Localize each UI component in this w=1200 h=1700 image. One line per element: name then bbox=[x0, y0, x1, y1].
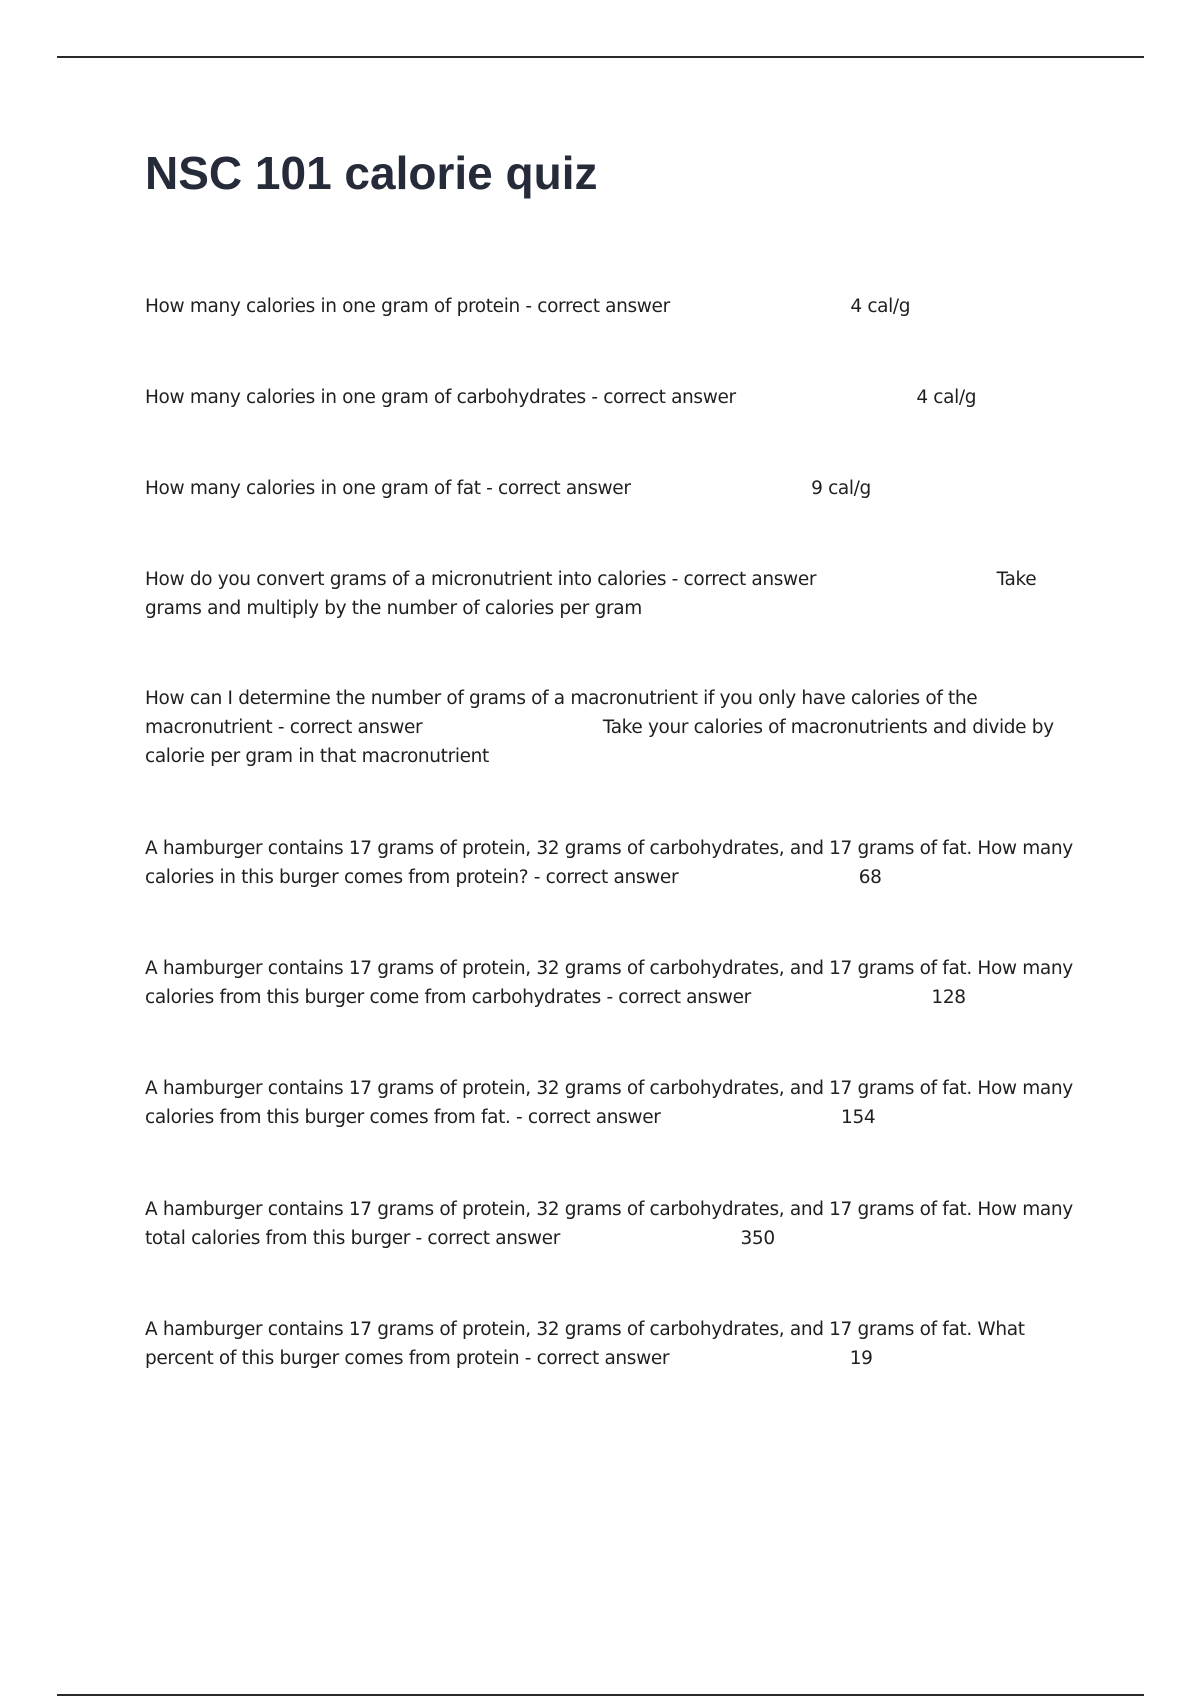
question-text: How many calories in one gram of carbohydrates - correct answer bbox=[145, 387, 736, 408]
question-text: A hamburger contains 17 grams of protein, 32 grams of carbohydrates, and 17 grams of fat. How many calories from this burger come from carbohydrates - correct answer bbox=[145, 958, 1073, 1008]
question-text: How can I determine the number of grams of a macronutrient if you only have calories of the macronutrient - correct answer bbox=[145, 688, 978, 738]
qa-item bbox=[145, 474, 1075, 503]
answer-text: 4 cal/g bbox=[916, 387, 977, 408]
bottom-rule bbox=[57, 1694, 1144, 1696]
question-text: How many calories in one gram of protein - correct answer bbox=[145, 296, 670, 317]
question-text: A hamburger contains 17 grams of protein, 32 grams of carbohydrates, and 17 grams of fat. How many total calories from this burger - correct answer bbox=[145, 1199, 1073, 1249]
qa-item bbox=[145, 1074, 1075, 1132]
question-text: A hamburger contains 17 grams of protein, 32 grams of carbohydrates, and 17 grams of fat. How many calories in this burger comes from protein? - correct answer bbox=[145, 838, 1073, 888]
top-rule bbox=[57, 56, 1144, 58]
answer-text: 350 bbox=[740, 1228, 775, 1249]
answer-text: 68 bbox=[858, 867, 882, 888]
qa-item bbox=[145, 954, 1075, 1012]
question-text: How do you convert grams of a micronutrient into calories - correct answer bbox=[145, 569, 817, 590]
qa-item bbox=[145, 1195, 1075, 1253]
answer-text: Take your calories of macronutrients and divide by calorie per gram in that macronutrient bbox=[145, 717, 1054, 767]
qa-item bbox=[145, 565, 1075, 623]
answer-text: 128 bbox=[931, 987, 966, 1008]
answer-text: 154 bbox=[841, 1107, 876, 1128]
answer-text: 19 bbox=[849, 1348, 873, 1369]
answer-text: 4 cal/g bbox=[850, 296, 911, 317]
qa-item bbox=[145, 684, 1075, 771]
qa-item bbox=[145, 292, 1075, 321]
qa-item bbox=[145, 383, 1075, 412]
answer-text: 9 cal/g bbox=[811, 478, 871, 499]
qa-item bbox=[145, 834, 1075, 892]
question-text: How many calories in one gram of fat - correct answer bbox=[145, 478, 631, 499]
answer-text: Take grams and multiply by the number of calories per gram bbox=[145, 569, 1037, 619]
page-title: NSC 101 calorie quiz bbox=[145, 147, 598, 199]
question-text: A hamburger contains 17 grams of protein, 32 grams of carbohydrates, and 17 grams of fat. What percent of this burger comes from protein - correct answer bbox=[145, 1319, 1025, 1369]
qa-item bbox=[145, 1315, 1075, 1373]
question-text: A hamburger contains 17 grams of protein, 32 grams of carbohydrates, and 17 grams of fat. How many calories from this burger comes from fat. - correct answer bbox=[145, 1078, 1073, 1128]
